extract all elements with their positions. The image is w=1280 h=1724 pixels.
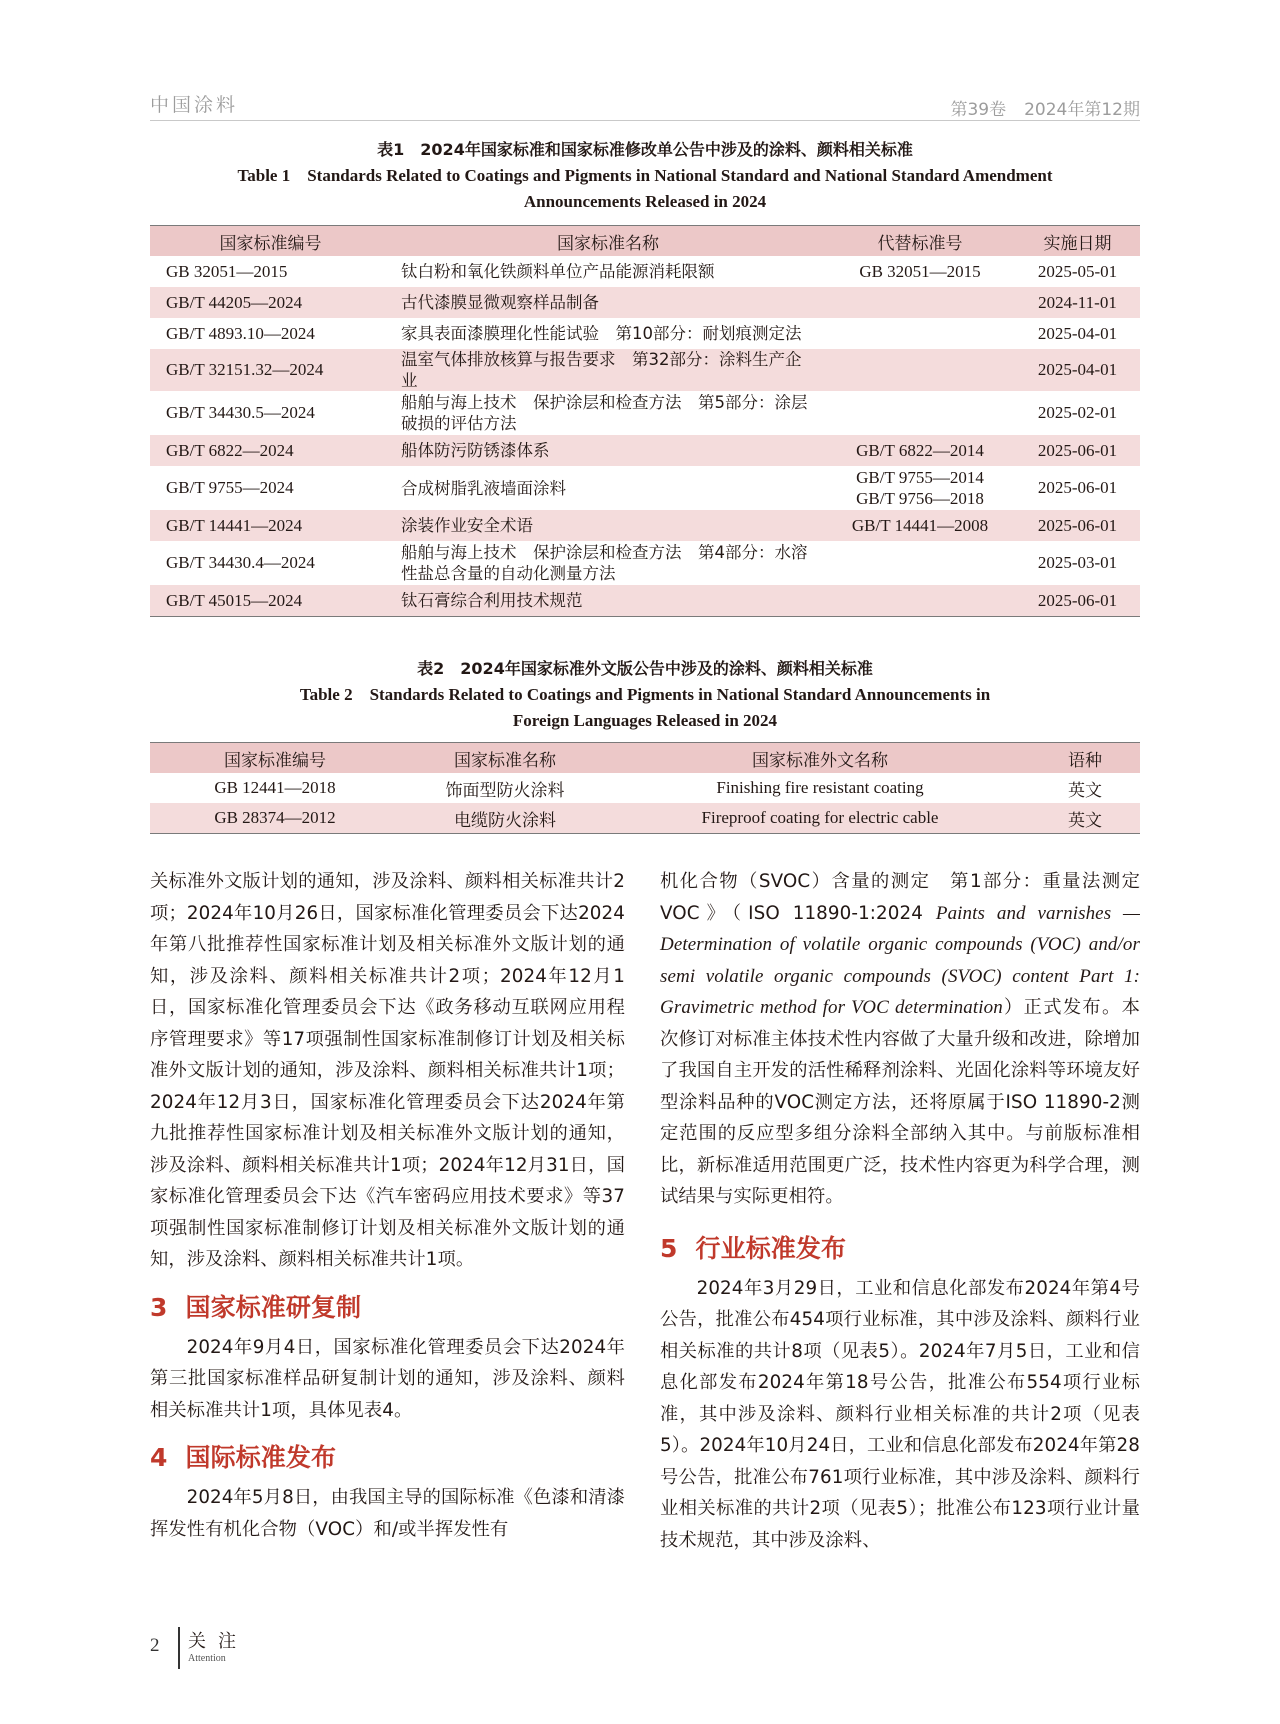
table1-cell-name: 涂装作业安全术语 (391, 510, 825, 541)
table1-cell-date: 2025-02-01 (1037, 403, 1118, 422)
table1-cell-name: 古代漆膜显微观察样品制备 (391, 287, 825, 318)
table1-cell-date: 2025-03-01 (1037, 553, 1118, 572)
iso-english-title: Paints and varnishes — Determination of volatile organic compounds (VOC) and/or semi volatile organic compounds (SVOC) content Part 1: Gravimetric method for VOC determination (660, 902, 1141, 1018)
section-5-title: 行业标准发布 (695, 1233, 847, 1263)
table1-cell-date: 2025-04-01 (1015, 349, 1140, 391)
table1-cell-code: GB/T 4893.10—2024 (166, 323, 315, 343)
table1-cell-replace (825, 585, 1015, 617)
table2-row (150, 803, 1140, 834)
table2-col-lang: 语种 (1030, 743, 1140, 774)
table1-row (150, 510, 1140, 541)
left-column (150, 866, 644, 1545)
table1-cell-name: 钛石膏综合利用技术规范 (391, 585, 825, 617)
section-4-number: 4 (150, 1443, 168, 1472)
table1-cell-replace (825, 318, 1015, 349)
table1-cell-date: 2025-04-01 (1037, 323, 1118, 343)
table1-caption-cn: 表1 2024年国家标准和国家标准修改单公告中涉及的涂料、颜料相关标准 (377, 140, 913, 159)
table1-col-replace: 代替标准号 (825, 226, 1015, 257)
table1-cell-date: 2025-06-01 (1015, 510, 1140, 541)
issue-label: 2024年第12期 (1024, 100, 1140, 120)
table1-cell-name: 钛白粉和氧化铁颜料单位产品能源消耗限额 (401, 262, 715, 281)
table1-caption-en-line2: Announcements Released in 2024 (523, 192, 767, 211)
table1-col-name: 国家标准名称 (391, 226, 825, 257)
left-paragraph-1: 关标准外文版计划的通知，涉及涂料、颜料相关标准共计2项；2024年10月26日，国家标准化管理委员会下达2024年第八批推荐性国家标准计划及相关标准外文版计划的通知，涉及涂料、颜料相关标准共计2项；2024年12月1日，国家标准化管理委员会下达《政务移动互联网应用程序管理要求》等17项强制性国家标准制修订计划及相关标准外文版计划的通知，涉及涂料、颜料相关标准共计1项；2024年12月3日，国家标准化管理委员会下达2024年第九批推荐性国家标准计划及相关标准外文版计划的通知，涉及涂料、颜料相关标准共计1项；2024年12月31日，国家标准化管理委员会下达《汽车密码应用技术要求》等37项强制性国家标准制修订计划及相关标准外文版计划的通知，涉及涂料、颜料相关标准共计1项。 (150, 871, 625, 1270)
section-3-heading (150, 1290, 625, 1326)
table2 (150, 742, 1140, 834)
footer-divider (178, 1627, 180, 1669)
table1-row (150, 391, 1140, 435)
table1-row (150, 541, 1140, 585)
table1-row (150, 435, 1140, 466)
section-4-title: 国际标准发布 (185, 1443, 337, 1472)
section-3-paragraph: 2024年9月4日，国家标准化管理委员会下达2024年第三批国家标准样品研复制计划的通知，涉及涂料、颜料相关标准共计1项，具体见表4。 (150, 1336, 625, 1421)
table1-header-row (150, 226, 1140, 257)
section-3-title: 国家标准研复制 (185, 1292, 362, 1322)
footer-section-cn: 关注 (188, 1631, 248, 1652)
table1-cell-code: GB/T 44205—2024 (150, 287, 391, 318)
journal-name: 中国涂料 (150, 94, 239, 116)
table1-caption (150, 137, 1140, 215)
table2-row (150, 773, 1140, 803)
table2-cell-name: 饰面型防火涂料 (445, 780, 565, 801)
table1-cell-name: 家具表面漆膜理化性能试验 第10部分：耐划痕测定法 (401, 324, 802, 343)
table2-col-name: 国家标准名称 (400, 743, 610, 774)
table1-cell-replace: GB/T 6822—2014 (825, 435, 1015, 466)
section-5-number: 5 (660, 1233, 678, 1263)
table2-caption-en-line1: Table 2 Standards Related to Coatings and Pigments in National Standard Announcements in (299, 685, 991, 704)
table1-cell-date: 2025-05-01 (1037, 261, 1118, 281)
section-4-paragraph: 2024年5月8日，由我国主导的国际标准《色漆和清漆 挥发性有机化合物（VOC）和/或半挥发性有 (150, 1487, 644, 1540)
table1-cell-replace: GB 32051—2015 (859, 262, 981, 281)
table1-cell-name: 船舶与海上技术 保护涂层和检查方法 第5部分：涂层破损的评估方法 (401, 393, 808, 433)
table1-cell-code: GB/T 6822—2024 (150, 435, 391, 466)
table1-cell-code: GB/T 45015—2024 (150, 585, 391, 617)
table1-cell-replace (825, 541, 1015, 585)
table2-caption (150, 656, 1140, 734)
table2-col-foreign: 国家标准外文名称 (610, 743, 1030, 774)
table1-row (150, 349, 1140, 391)
table1-row (150, 287, 1140, 318)
table2-cell-foreign: Fireproof coating for electric cable (610, 803, 1030, 834)
issue-info (932, 95, 1140, 120)
table1-cell-code: GB/T 34430.4—2024 (166, 553, 315, 572)
page-number: 2 (150, 1635, 160, 1656)
table1-cell-date: 2025-06-01 (1015, 585, 1140, 617)
table1-cell-date: 2025-06-01 (1015, 435, 1140, 466)
table1-cell-replace: GB/T 9755—2014 GB/T 9756—2018 (856, 468, 984, 508)
right-paragraph-1 (660, 866, 1140, 1213)
table1-cell-code: GB/T 14441—2024 (150, 510, 391, 541)
table1-row (150, 466, 1140, 510)
section-5-heading (660, 1231, 1140, 1267)
table1-cell-code: GB 32051—2015 (166, 261, 288, 281)
table1-col-date: 实施日期 (1015, 226, 1140, 257)
table1-cell-replace (825, 349, 1015, 391)
table2-cell-code: GB 12441—2018 (214, 778, 336, 797)
right-column (660, 866, 1140, 1556)
table2-cell-lang: 英文 (1068, 780, 1102, 801)
volume-label: 第39卷 (950, 100, 1007, 120)
table2-caption-en-line2: Foreign Languages Released in 2024 (512, 711, 778, 730)
table1-col-code: 国家标准编号 (150, 226, 391, 257)
table1-cell-replace (825, 287, 1015, 318)
table2-header-row (150, 743, 1140, 774)
table2-cell-foreign: Finishing fire resistant coating (716, 778, 924, 797)
right-paragraph-1-start: 机化合物（SVOC）含量的测定 第1部分：重量法测定VOC》（ISO 11890-1:2024 (660, 871, 1140, 924)
table2-cell-lang: 英文 (1030, 803, 1140, 834)
table1-cell-code: GB/T 34430.5—2024 (166, 403, 315, 422)
table1-cell-code: GB/T 32151.32—2024 (150, 349, 391, 391)
header-divider (150, 120, 1140, 121)
table2-cell-name: 电缆防火涂料 (400, 803, 610, 834)
table1-cell-name: 船舶与海上技术 保护涂层和检查方法 第4部分：水溶性盐总含量的自动化测量方法 (401, 543, 808, 583)
table2-cell-code: GB 28374—2012 (150, 803, 400, 834)
table1-cell-date: 2025-06-01 (1037, 478, 1118, 497)
section-3-number: 3 (150, 1292, 168, 1322)
table1-caption-en-line1: Table 1 Standards Related to Coatings and Pigments in National Standard and National Standard Amendment (237, 166, 1053, 185)
section-4-heading (150, 1440, 625, 1476)
table1-cell-date: 2024-11-01 (1015, 287, 1140, 318)
table1-row (150, 585, 1140, 617)
table1-cell-replace (825, 391, 1015, 435)
footer-section-en: Attention (188, 1653, 226, 1664)
table2-col-code: 国家标准编号 (150, 743, 400, 774)
right-paragraph-1-end: ）正式发布。本次修订对标准主体技术性内容做了大量升级和改进，除增加了我国自主开发的活性稀释剂涂料、光固化涂料等环境友好型涂料品种的VOC测定方法，还将原属于ISO 11890-2测定范围的反应型多组分涂料全部纳入其中。与前版标准相比，新标准适用范围更广泛，技术性内容更为科学合理，测试结果与实际更相符。 (660, 997, 1140, 1207)
table1-row (150, 256, 1140, 287)
table1-cell-name: 温室气体排放核算与报告要求 第32部分：涂料生产企业 (391, 349, 825, 391)
table1-cell-name: 船体防污防锈漆体系 (391, 435, 825, 466)
table2-caption-cn: 表2 2024年国家标准外文版公告中涉及的涂料、颜料相关标准 (417, 659, 873, 678)
table1-cell-replace: GB/T 14441—2008 (825, 510, 1015, 541)
table1-row (150, 318, 1140, 349)
section-5-paragraph: 2024年3月29日，工业和信息化部发布2024年第4号公告，批准公布454项行业标准，其中涉及涂料、颜料行业相关标准的共计8项（见表5）。2024年7月5日，工业和信息化部发布2024年第18号公告，批准公布554项行业标准，其中涉及涂料、颜料行业相关标准的共计2项（见表5）。2024年10月24日，工业和信息化部发布2024年第28号公告，批准公布761项行业标准，其中涉及涂料、颜料行业相关标准的共计2项（见表5）；批准公布123项行业计量技术规范，其中涉及涂料、 (660, 1277, 1140, 1551)
table1-cell-code: GB/T 9755—2024 (166, 478, 294, 497)
table1-cell-name: 合成树脂乳液墙面涂料 (401, 478, 566, 498)
table1 (150, 225, 1140, 617)
